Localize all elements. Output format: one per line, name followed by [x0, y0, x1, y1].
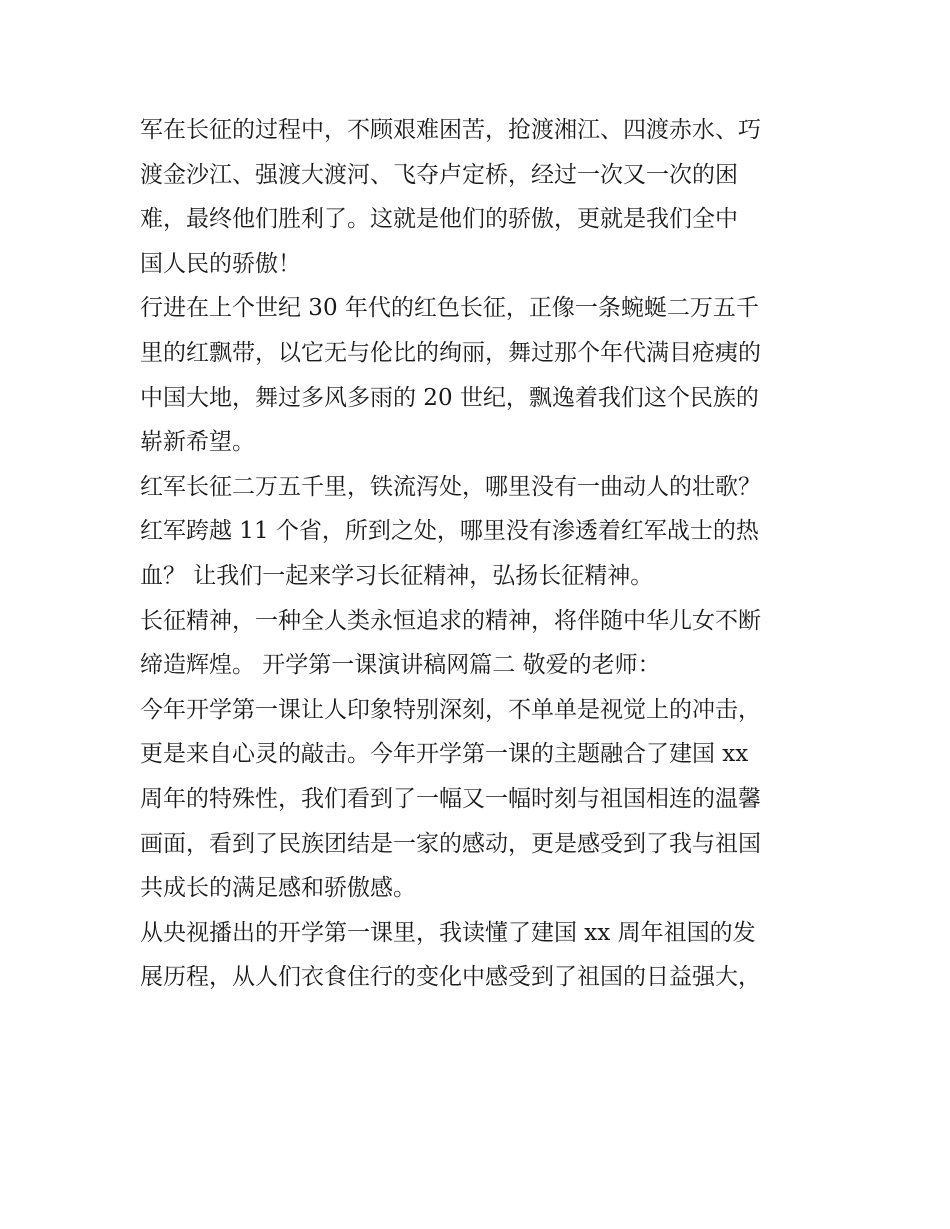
text-line: 画面，看到了民族团结是一家的感动，更是感受到了我与祖国 [140, 830, 761, 857]
text-line: 行进在上个世纪 30 年代的红色长征，正像一条蜿蜒二万五千 [140, 295, 759, 322]
text-line: 缔造辉煌。 开学第一课演讲稿网篇二 敬爱的老师： [140, 652, 661, 679]
text-line: 难，最终他们胜利了。这就是他们的骄傲，更就是我们全中 [140, 206, 738, 233]
text-line: 今年开学第一课让人印象特别深刻，不单单是视觉上的冲击， [140, 696, 761, 723]
text-line: 血？ 让我们一起来学习长征精神，弘扬长征精神。 [140, 562, 654, 589]
text-line: 军在长征的过程中，不顾艰难困苦，抢渡湘江、四渡赤水、巧 [140, 117, 761, 143]
text-line: 从央视播出的开学第一课里，我读懂了建国 xx 周年祖国的发 [140, 919, 756, 946]
text-line: 共成长的满足感和骄傲感。 [140, 875, 416, 902]
text-line: 红军长征二万五千里，铁流泻处，哪里没有一曲动人的壮歌？ [140, 473, 761, 500]
text-line: 崭新希望。 [140, 429, 255, 456]
text-line: 红军跨越 11 个省，所到之处，哪里没有渗透着红军战士的热 [140, 518, 759, 545]
text-line: 周年的特殊性，我们看到了一幅又一幅时刻与祖国相连的温馨 [140, 785, 761, 812]
document-body [140, 108, 830, 1000]
text-line: 长征精神，一种全人类永恒追求的精神，将伴随中华儿女不断 [140, 607, 761, 634]
text-line: 里的红飘带，以它无与伦比的绚丽，舞过那个年代满目疮痍的 [140, 339, 761, 366]
text-line: 中国大地，舞过多风多雨的 20 世纪，飘逸着我们这个民族的 [140, 384, 759, 411]
text-line: 渡金沙江、强渡大渡河、飞夺卢定桥，经过一次又一次的困 [140, 161, 738, 188]
text-line: 国人民的骄傲！ [140, 250, 301, 277]
text-line: 更是来自心灵的敲击。今年开学第一课的主题融合了建国 xx [140, 741, 749, 768]
text-line: 展历程，从人们衣食住行的变化中感受到了祖国的日益强大， [140, 964, 761, 991]
